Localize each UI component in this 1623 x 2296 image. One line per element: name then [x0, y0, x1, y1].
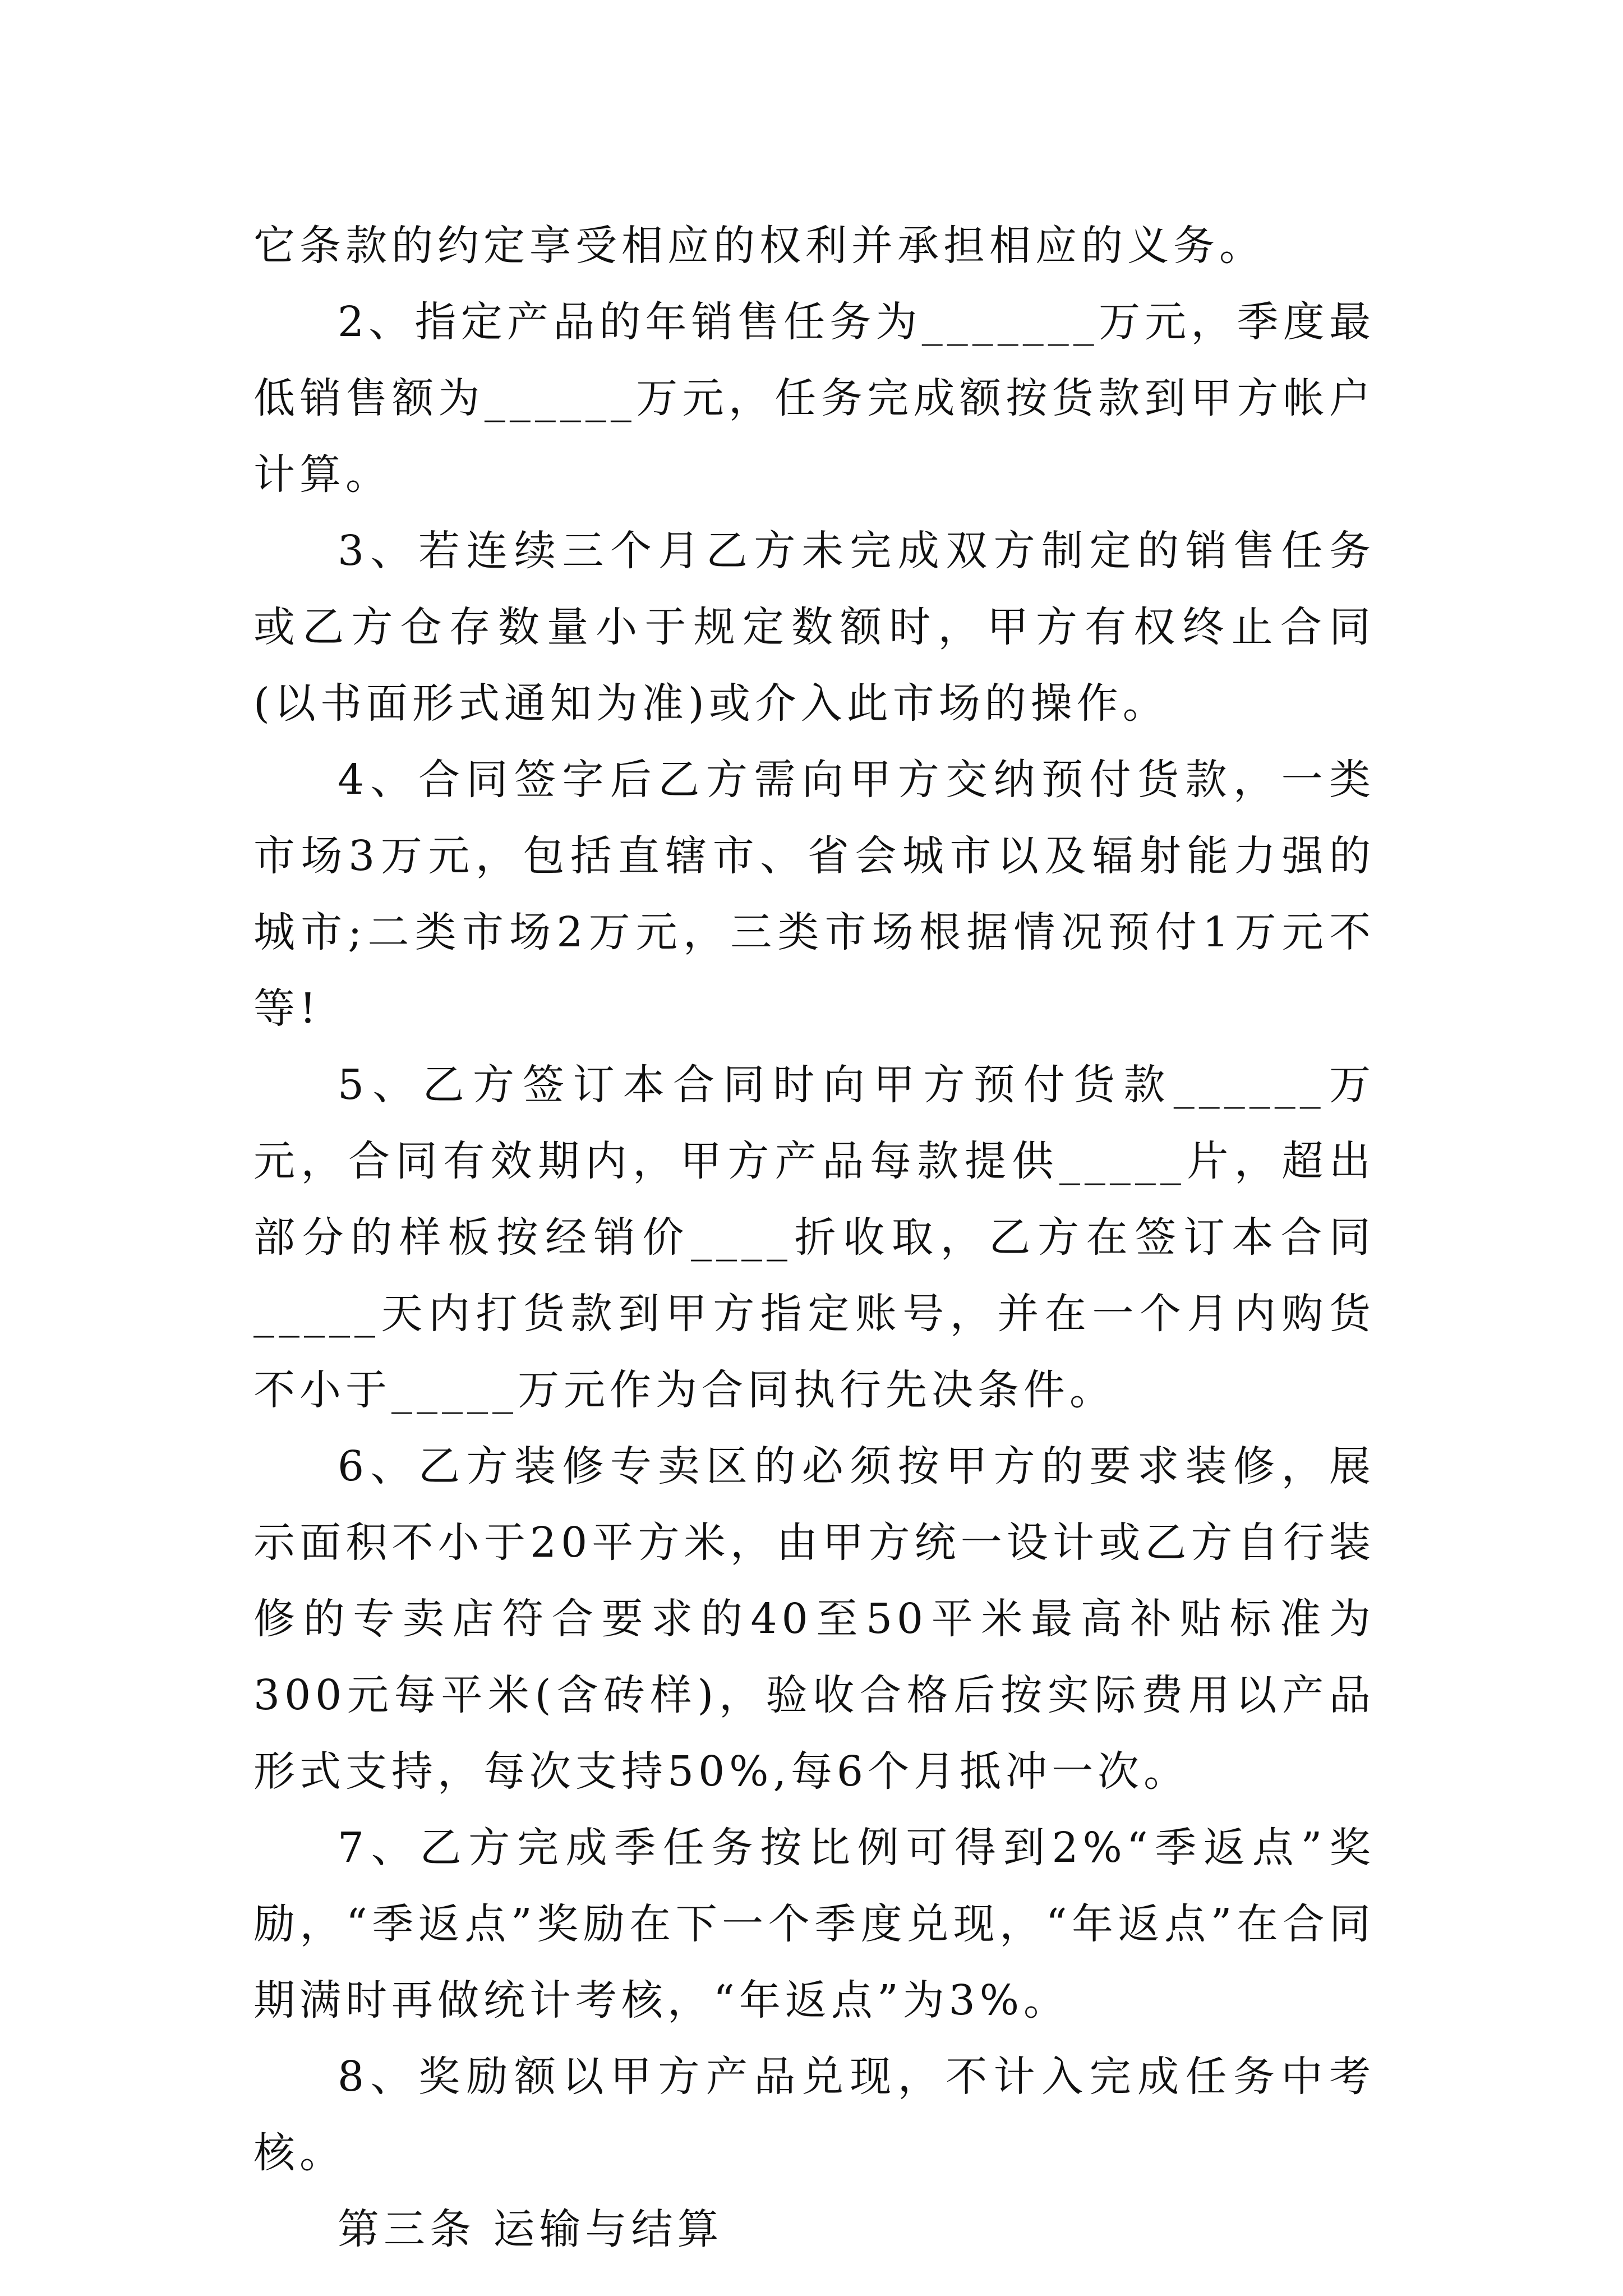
- paragraph-item-7: 7、乙方完成季任务按比例可得到2%“季返点”奖励，“季返点”奖励在下一个季度兑现，“年返点”在合同期满时再做统计考核，“年返点”为3%。: [253, 1824, 1375, 2024]
- paragraph-item-2: 2、指定产品的年销售任务为_______万元，季度最低销售额为______万元，任务完成额按货款到甲方帐户计算。: [253, 298, 1375, 499]
- paragraph-item-5: 5、乙方签订本合同时向甲方预付货款______万元，合同有效期内，甲方产品每款提供_____片，超出部分的样板按经销价____折收取，乙方在签订本合同_____天内打货款到甲方指定账号，并在一个月内购货不小于_____万元作为合同执行先决条件。: [253, 1061, 1375, 1414]
- paragraph-item-6: 6、乙方装修专卖区的必须按甲方的要求装修，展示面积不小于20平方米，由甲方统一设计或乙方自行装修的专卖店符合要求的40至50平米最高补贴标准为300元每平米(含砖样)，验收合格后按实际费用以产品形式支持，每次支持50%,每6个月抵冲一次。: [253, 1442, 1375, 1796]
- paragraph-item-3: 3、若连续三个月乙方未完成双方制定的销售任务或乙方仓存数量小于规定数额时，甲方有权终止合同(以书面形式通知为准)或介入此市场的操作。: [253, 527, 1375, 728]
- section-heading: 第三条 运输与结算: [338, 2205, 723, 2253]
- contract-body: [253, 208, 1375, 2267]
- paragraph-item-8: 8、奖励额以甲方产品兑现，不计入完成任务中考核。: [253, 2053, 1375, 2177]
- paragraph-item-4: 4、合同签字后乙方需向甲方交纳预付货款，一类市场3万元，包括直辖市、省会城市以及辐射能力强的城市;二类市场2万元，三类市场根据情况预付1万元不等!: [253, 756, 1375, 1033]
- paragraph-continuation: 它条款的约定享受相应的权利并承担相应的义务。: [253, 222, 1265, 270]
